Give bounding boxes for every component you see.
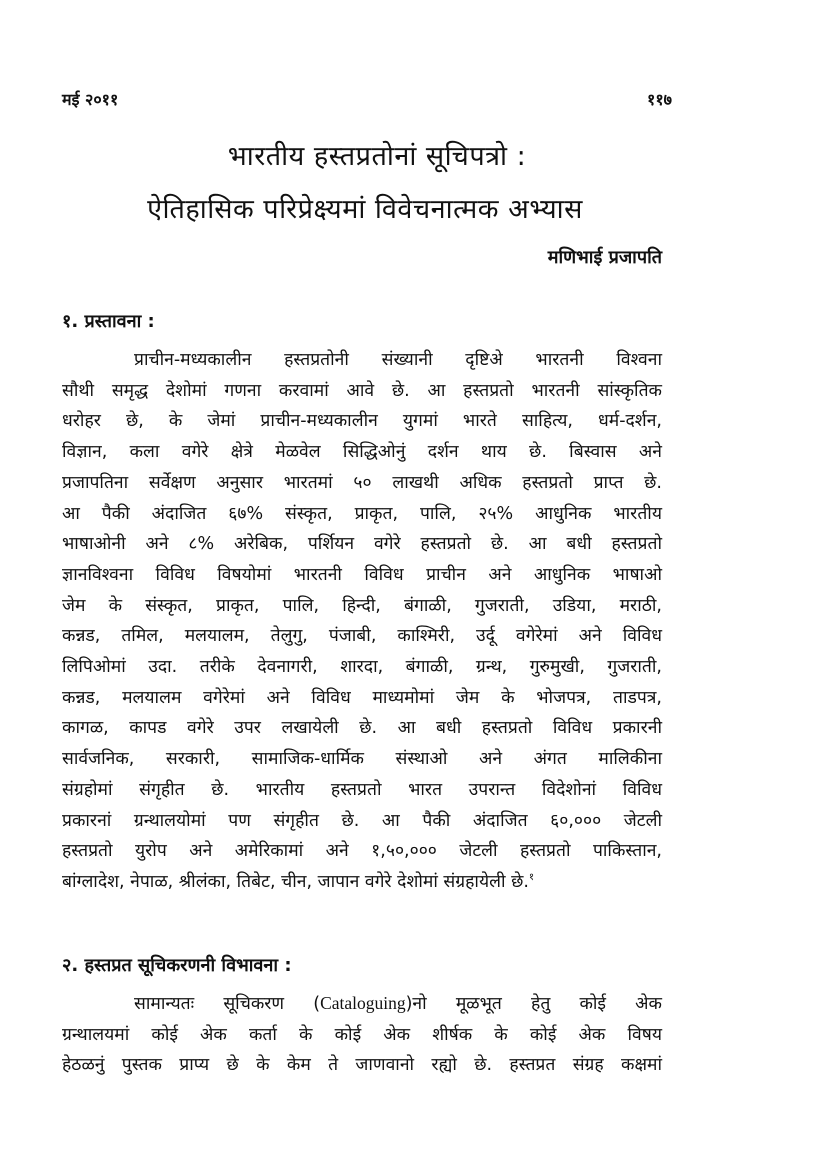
paragraph-line: विज्ञान, कला वगेरे क्षेत्रे मेळवेल सिद्धिओनुं दर्शन थाय छे. बिस्वास अने [62,442,662,463]
paragraph-line: प्राचीन-मध्यकालीन हस्तप्रतोनी संख्यानी दृष्टिअे भारतनी विश्वना [134,350,662,370]
paragraph-line: कन्नड, मलयालम वगेरेमां अने विविध माध्यमोमां जेम के भोजपत्र, ताडपत्र, [62,687,662,708]
paragraph-line-last [62,867,662,898]
section-heading-introduction: १. प्रस्तावना : [62,311,155,332]
paragraph-line: संग्रहोमां संगृहीत छे. भारतीय हस्तप्रतो भारत उपरान्त विदेशोनां विविध [62,779,662,800]
paragraph-line: ज्ञानविश्वना विविध विषयोमां भारतनी विविध प्राचीन अने आधुनिक भाषाओ [62,564,662,585]
paragraph-line [62,988,662,1020]
article-title-line-1: भारतीय हस्तप्रतोनां सूचिपत्रो : [227,141,527,172]
paragraph-line-text: बांग्लादेश, नेपाळ, श्रीलंका, तिबेट, चीन, जापान वगेरे देशोमां संग्रहायेली छे. [62,871,529,892]
paragraph-line: कन्नड, तमिल, मलयालम, तेलुगु, पंजाबी, काश्मिरी, उर्दू वगेरेमां अने विविध [62,626,662,647]
paragraph-line: ग्रन्थालयमां कोई अेक कर्ता के कोई अेक शीर्षक के कोई अेक विषय [62,1024,662,1045]
article-title-line-2: ऐतिहासिक परिप्रेक्ष्यमां विवेचनात्मक अभ्यास [147,194,583,225]
paragraph-line: प्रजापतिना सर्वेक्षण अनुसार भारतमां ५० लाखथी अधिक हस्तप्रतो प्राप्त छे. [62,472,662,493]
running-header [62,88,672,110]
page-number: ११७ [647,90,672,109]
english-term: Cataloguing [320,993,406,1013]
paragraph-line: हेठळनुं पुस्तक प्राप्य छे के केम ते जाणवानो रह्यो छे. हस्तप्रत संग्रह कक्षमां [62,1055,662,1076]
paragraph-line: धरोहर छे, के जेमां प्राचीन-मध्यकालीन युगमां भारते साहित्य, धर्म-दर्शन, [62,411,662,432]
paragraph-line: आ पैकी अंदाजित ६७% संस्कृत, प्राकृत, पालि, २५% आधुनिक भारतीय [62,503,662,524]
paragraph-line: हस्तप्रतो युरोप अने अमेरिकामां अने १,५०,००० जेटली हस्तप्रतो पाकिस्तान, [62,841,662,862]
paragraph-line: प्रकारनां ग्रन्थालयोमां पण संगृहीत छे. आ पैकी अंदाजित ६०,००० जेटली [62,810,662,831]
paragraph-line: भाषाओनी अने ८% अरेबिक, पर्शियन वगेरे हस्तप्रतो छे. आ बधी हस्तप्रतो [62,534,662,555]
paragraph-line: जेम के संस्कृत, प्राकृत, पालि, हिन्दी, बंगाळी, गुजराती, उडिया, मराठी, [62,595,662,616]
text-fragment: सामान्यतः सूचिकरण ( [134,994,321,1014]
section-2-paragraph [62,988,662,1081]
issue-date: मई २०११ [62,90,119,109]
paragraph-line: लिपिओमां उदा. तरीके देवनागरी, शारदा, बंगाळी, ग्रन्थ, गुरुमुखी, गुजराती, [62,657,662,678]
section-1-paragraph [62,345,662,898]
paragraph-line: सार्वजनिक, सरकारी, सामाजिक-धार्मिक संस्थाओ अने अंगत मालिकीना [62,749,662,770]
section-heading-cataloguing-concept: २. हस्तप्रत सूचिकरणनी विभावना : [62,955,292,976]
footnote-reference[interactable]: १ [528,872,535,884]
text-fragment: )नो मूळभूत हेतु कोई अेक [405,994,662,1014]
author-name: मणिभाई प्रजापति [547,247,662,268]
paragraph-line: कागळ, कापड वगेरे उपर लखायेली छे. आ बधी हस्तप्रतो विविध प्रकारनी [62,718,662,739]
paragraph-line: सौथी समृद्ध देशोमां गणना करवामां आवे छे. आ हस्तप्रतो भारतनी सांस्कृतिक [62,380,662,401]
